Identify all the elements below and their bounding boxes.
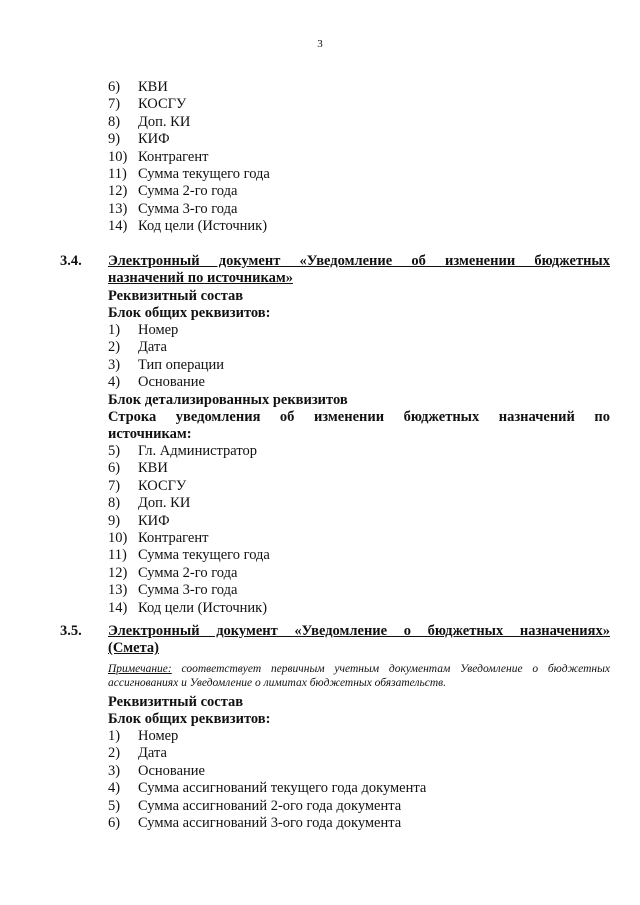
list-item-number: 6): [108, 460, 121, 477]
list-item-text: Сумма ассигнований 2-ого года документа: [138, 797, 402, 814]
list-item-text: КОСГУ: [138, 96, 187, 113]
list-item: [108, 728, 426, 745]
list-item-text: Сумма 3-го года: [138, 200, 238, 217]
list-item-text: Сумма 2-го года: [138, 564, 238, 581]
list-item-text: Контрагент: [138, 529, 209, 546]
list-item-text: Доп. КИ: [138, 495, 191, 512]
list-item-text: Тип операции: [138, 356, 225, 373]
section-title-line-2: (Смета): [108, 640, 159, 657]
list-item-number: 7): [108, 477, 121, 494]
section-title-line-1: Электронный документ «Уведомление о бюджетных назначениях»: [108, 623, 610, 639]
list-item: [108, 798, 426, 815]
list-item-number: 13): [108, 582, 128, 599]
list-item-text: Сумма текущего года: [138, 165, 270, 182]
list-item: [108, 780, 426, 797]
list-item-number: 10): [108, 148, 128, 165]
list-item-number: 14): [108, 218, 128, 235]
list-item: [108, 530, 270, 547]
list-item-text: Дата: [138, 745, 167, 762]
list-item: [108, 149, 270, 166]
list-item: [108, 460, 270, 477]
note-text: соответствует первичным учетным документам Уведомление о бюджетных ассигнованиях и Уведомление о лимитах бюджетных обязательств.: [108, 663, 610, 689]
detail-block-heading: Блок детализированных реквизитов: [108, 392, 348, 408]
list-item-number: 11): [108, 547, 127, 564]
list-item-number: 14): [108, 599, 128, 616]
list-item-text: Номер: [138, 728, 179, 744]
section-number: 3.5.: [60, 623, 82, 639]
list-item-number: 3): [108, 762, 121, 779]
list-item: [108, 763, 426, 780]
list-item-number: 11): [108, 165, 127, 182]
list-item-text: Доп. КИ: [138, 113, 191, 130]
list-item-number: 6): [108, 79, 121, 95]
list-item-number: 4): [108, 780, 121, 797]
requisites-heading: Реквизитный состав: [108, 288, 244, 304]
list-item: [108, 183, 270, 200]
general-requisites-list: [108, 322, 224, 392]
list-item-number: 8): [108, 113, 121, 130]
list-item-text: Контрагент: [138, 148, 209, 165]
requisites-heading: Реквизитный состав: [108, 694, 244, 710]
list-item-number: 7): [108, 96, 121, 113]
list-item-text: КВИ: [138, 460, 168, 477]
list-item: [108, 114, 270, 131]
list-item-text: КИФ: [138, 512, 170, 529]
list-item-number: 4): [108, 374, 121, 391]
list-item: [108, 357, 224, 374]
list-item-text: Код цели (Источник): [138, 218, 268, 235]
list-item-text: Сумма ассигнований текущего года документа: [138, 780, 427, 797]
list-item-number: 8): [108, 495, 121, 512]
note: [108, 662, 610, 690]
list-item-number: 1): [108, 728, 121, 744]
list-item: [108, 495, 270, 512]
list-item: [108, 745, 426, 762]
row-heading-line-1: Строка уведомления об изменении бюджетных назначений по: [108, 409, 610, 425]
list-item: [108, 565, 270, 582]
list-top: [108, 79, 270, 236]
section-number: 3.4.: [60, 253, 82, 269]
list-item-number: 9): [108, 131, 121, 148]
list-item: [108, 374, 224, 391]
section-title: [108, 253, 610, 288]
list-item-text: Основание: [138, 374, 205, 391]
list-item-number: 13): [108, 200, 128, 217]
list-item: [108, 322, 224, 339]
list-item-number: 1): [108, 322, 121, 338]
list-item-text: Номер: [138, 322, 179, 338]
list-item-text: Основание: [138, 762, 205, 779]
page-number: 3: [317, 38, 323, 50]
list-item: [108, 131, 270, 148]
section-title-line-2: назначений по источникам»: [108, 270, 293, 287]
list-item: [108, 443, 270, 460]
general-block-heading: Блок общих реквизитов:: [108, 305, 271, 321]
list-item: [108, 513, 270, 530]
list-item-number: 9): [108, 512, 121, 529]
list-item: [108, 79, 270, 96]
general-requisites-list: [108, 728, 426, 832]
list-item-text: Дата: [138, 339, 167, 356]
list-item-number: 3): [108, 356, 121, 373]
list-item-text: Сумма ассигнований 3-ого года документа: [138, 814, 402, 831]
list-item-number: 5): [108, 443, 121, 459]
list-item-number: 5): [108, 797, 121, 814]
note-label: Примечание:: [108, 663, 172, 675]
list-item: [108, 339, 224, 356]
list-item: [108, 478, 270, 495]
general-block-heading: Блок общих реквизитов:: [108, 711, 271, 727]
list-item-number: 12): [108, 183, 128, 200]
list-item: [108, 547, 270, 564]
list-item: [108, 166, 270, 183]
list-item-text: КИФ: [138, 131, 170, 148]
list-item-number: 2): [108, 745, 121, 762]
list-item: [108, 815, 426, 832]
list-item-text: Гл. Администратор: [138, 443, 257, 459]
list-item-number: 6): [108, 814, 121, 831]
list-item: [108, 201, 270, 218]
list-item-text: Сумма текущего года: [138, 547, 270, 564]
list-item-number: 10): [108, 529, 128, 546]
row-heading-line-2: источникам:: [108, 426, 192, 443]
list-item: [108, 96, 270, 113]
list-item-number: 2): [108, 339, 121, 356]
list-item-number: 12): [108, 564, 128, 581]
row-heading: [108, 409, 610, 444]
list-item-text: КВИ: [138, 79, 168, 95]
list-item: [108, 582, 270, 599]
list-item-text: Сумма 3-го года: [138, 582, 238, 599]
list-item-text: Сумма 2-го года: [138, 183, 238, 200]
section-title-line-1: Электронный документ «Уведомление об изменении бюджетных: [108, 253, 610, 269]
list-item: [108, 218, 270, 235]
list-item: [108, 600, 270, 617]
section-title: [108, 623, 610, 658]
list-item-text: Код цели (Источник): [138, 599, 268, 616]
detail-requisites-list: [108, 443, 270, 617]
list-item-text: КОСГУ: [138, 477, 187, 494]
